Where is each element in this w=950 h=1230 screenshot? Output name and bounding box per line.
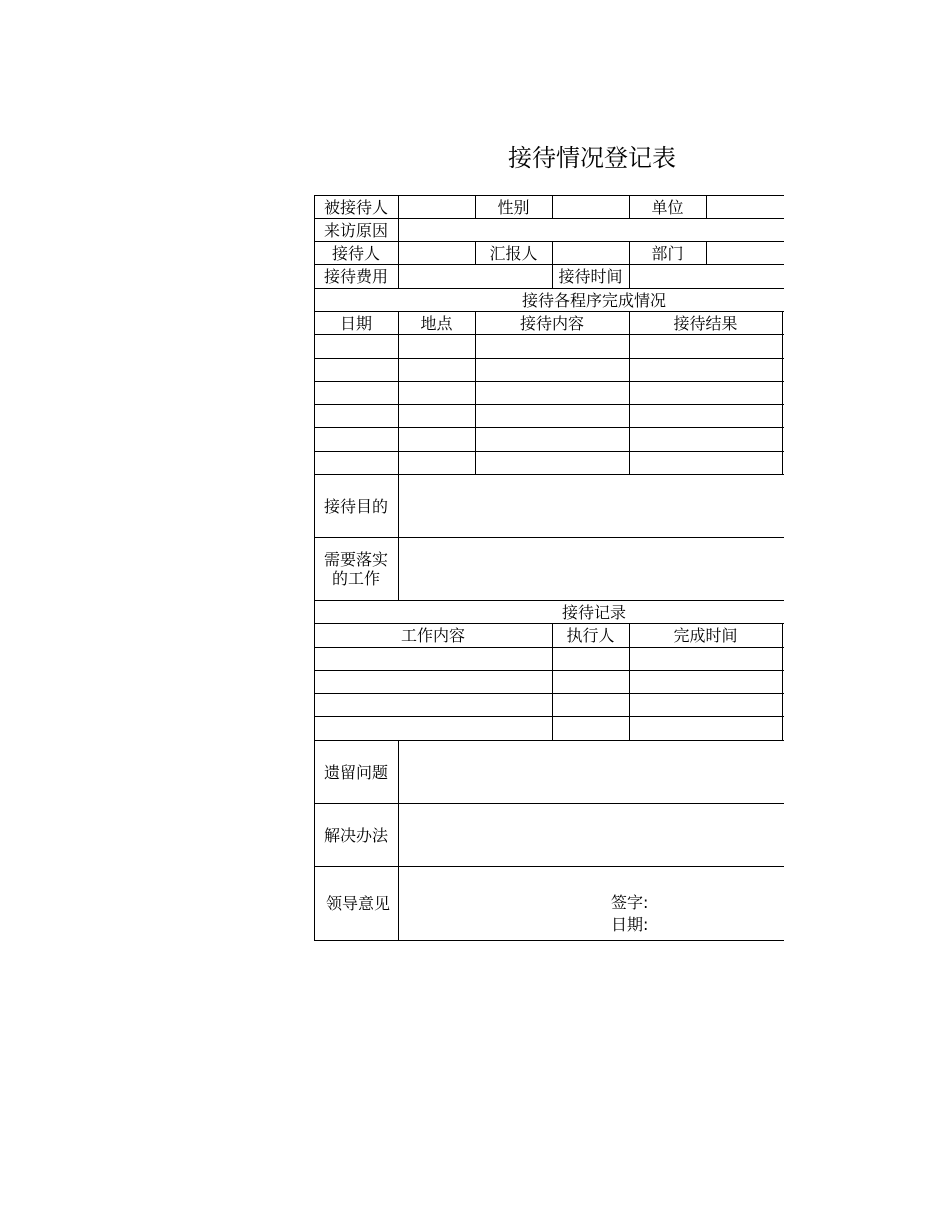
unit-label: 单位 [651, 197, 684, 217]
department-label: 部门 [651, 243, 684, 263]
procedures-column-content: 接待内容 [519, 313, 584, 333]
solution-field[interactable] [398, 804, 784, 866]
table-row[interactable] [314, 359, 782, 381]
gender-label: 性别 [497, 197, 530, 217]
unit-field[interactable] [706, 196, 784, 218]
leader-label: 领导意见 [325, 894, 390, 913]
procedures-column-result: 接待结果 [673, 313, 738, 333]
solution-label: 解决办法 [323, 825, 388, 845]
procedures-column-location: 地点 [420, 313, 453, 333]
date-label: 日期: [611, 915, 649, 934]
registration-form [314, 195, 784, 941]
guest-label: 被接待人 [323, 197, 388, 217]
table-row[interactable] [314, 717, 782, 740]
table-row[interactable] [314, 382, 782, 404]
cost-field[interactable] [398, 265, 552, 288]
records-column-executor: 执行人 [566, 626, 615, 645]
leader-field[interactable] [398, 867, 784, 940]
table-row[interactable] [314, 428, 782, 451]
records-column-finish-time: 完成时间 [673, 626, 738, 645]
host-label: 接待人 [331, 243, 380, 263]
table-row[interactable] [314, 648, 782, 670]
issues-label: 遗留问题 [323, 762, 388, 782]
purpose-field[interactable] [398, 475, 784, 537]
table-row[interactable] [314, 694, 782, 716]
time-label: 接待时间 [558, 267, 623, 286]
issues-field[interactable] [398, 741, 784, 803]
purpose-label: 接待目的 [323, 496, 388, 516]
host-field[interactable] [398, 242, 475, 264]
procedures-column-date: 日期 [339, 313, 372, 333]
table-row[interactable] [314, 405, 782, 427]
gender-field[interactable] [552, 196, 629, 218]
records-column-work: 工作内容 [400, 626, 465, 645]
records-section-title: 接待记录 [561, 602, 626, 622]
signature-label: 签字: [611, 893, 649, 912]
department-field[interactable] [706, 242, 784, 264]
todo-field[interactable] [398, 538, 784, 600]
reporter-field[interactable] [552, 242, 629, 264]
todo-label: 需要落实的工作 [324, 550, 389, 588]
time-field[interactable] [629, 265, 784, 288]
cost-label: 接待费用 [323, 267, 388, 286]
reason-field[interactable] [398, 219, 784, 241]
page-title: 接待情况登记表 [508, 144, 676, 172]
table-row[interactable] [314, 452, 782, 474]
procedures-section-title: 接待各程序完成情况 [521, 290, 666, 310]
reason-label: 来访原因 [323, 220, 388, 240]
table-row[interactable] [314, 335, 782, 358]
guest-field[interactable] [398, 196, 475, 218]
table-row[interactable] [314, 671, 782, 693]
reporter-label: 汇报人 [489, 243, 538, 263]
